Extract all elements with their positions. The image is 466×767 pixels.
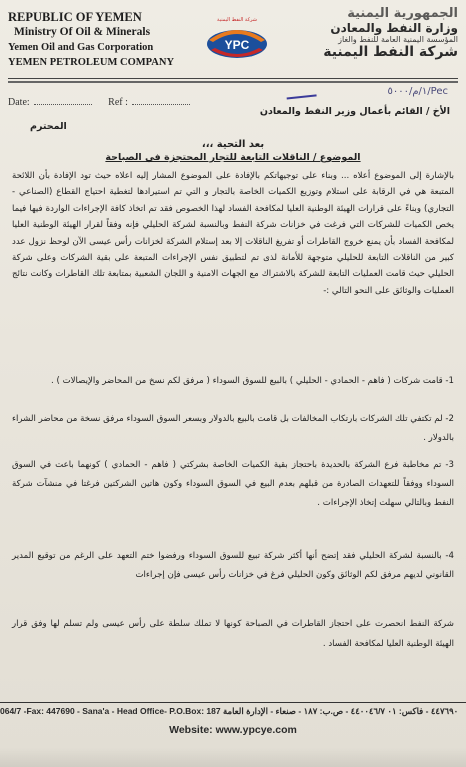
handwritten-reference: Pec/١/م/٥٠٠٠ — [387, 86, 448, 97]
ref-label: Ref : — [108, 97, 128, 108]
corporation-name: Yemen Oil and Gas Corporation — [8, 42, 154, 53]
footer-website: Website: www.ypcye.com — [169, 724, 297, 736]
arabic-corporation: المؤسسة اليمنية العامة للنفط والغاز — [338, 35, 458, 44]
ministry-name: Ministry Of Oil & Minerals — [14, 26, 151, 38]
english-letterhead — [8, 10, 198, 70]
ypc-logo — [199, 14, 275, 68]
closing-paragraph: شركة النفط انحصرت على احتجاز القاطرات في الصباحة كونها لا تملك سلطة على رأس عيسى ولم تسلم لها وفق قرار الهيئة الوطنية العليا لمكافحة الفساد . — [12, 619, 454, 649]
arabic-letterhead — [278, 6, 458, 60]
body-paragraph: بالإشارة إلى الموضوع أعلاه ... وبناء على توجيهاتكم بالإفادة على الموضوع المشار إليه اعلاه حيث تود الإفادة بأن اللائحة المتبعة هي في الرقابة على استلام وتوزيع الكميات الخاصة بالتجار و التي تم استيرادها لتغطية احتياج القطاع (الصناعي - التجاري) وبناءً على قرارات الهيئة الوطنية العليا لمكافحة الفساد لهذا الخصوص فقد تم اتخاذ كافة الإجراءات الواردة فيها فيما يخص الكميات للشركات التي فرغت في خزانات شركة النفط وبالنسبة لشركة الحليلي فإنه وفقاً لقرار الهيئة الوطنية العليا لمكافحة الفساد بأن يمنع خروج القاطرات أو تفريغ الناقلات إلا بعد إستلام الشركة لخزانات رأس عيسى الآن لوحظ نزول عدد كبير من الناقلات التابعة للحليلي متوجهة للأمانة لذى تم لتطبيق نفس الإجراءات المتبعة على بقية الشركات وعلى شركة الحليلي حيث قامت العمليات التابعة للشركة بالاشتراك مع الجهات الامنية و اللجان الشعبية بمتابعة تلك القاطرات وكانت نتائج العمليات والوثائق على النحو التالي :- — [12, 171, 454, 296]
logo-text: YPC — [224, 38, 250, 52]
page-shadow — [0, 747, 466, 767]
list-item-3: 3- تم مخاطبة فرع الشركة بالحديدة باحتجاز بقية الكميات الخاصة بشركتي ( فاهم - الحمادي ) كونهما باعت في السوق السوداء ووفقاً للتعهدات الصادرة من قبلهم بعدم البيع في السوق السوداء وكون هاتين الشركتين فرغتا في منشآت شركة النفط وبالتالي سهلت إتخاذ الإجراءات . — [12, 460, 454, 508]
footer-divider — [0, 702, 466, 703]
arabic-company: شركة النفط اليمنية — [323, 44, 458, 60]
ink-mark — [285, 82, 316, 99]
header-divider — [8, 78, 458, 79]
addressee: الأخ / القائم بأعمال وزير النفط والمعادن — [259, 106, 450, 117]
date-ref-row — [8, 97, 194, 108]
list-item-1: 1- قامت شركات ( فاهم - الحمادي - الحليلي ) بالبيع للسوق السوداء ( مرفق لكم نسخ من المحاضر والإيصالات ) . — [51, 376, 454, 386]
greeting: بعد التحية ،،، — [201, 139, 265, 150]
respect-title: المحترم — [30, 121, 67, 132]
subject-line: الموضوع / الناقلات التابعة للتجار المحتجزة في الصباحة — [105, 152, 361, 163]
ref-line — [132, 104, 190, 105]
date-line — [34, 104, 92, 105]
company-name: YEMEN PETROLEUM COMPANY — [8, 57, 175, 68]
date-label: Date: — [8, 97, 30, 108]
country-name: REPUBLIC OF YEMEN — [8, 10, 142, 24]
footer-contact: 064/7 -Fax: 447690 - Sana'a - Head Office- P.O.Box: 187 ٤٤٧٦٩٠ - فاكس: ٠١ ٤٤٠٠٤٦/٧ - ص.ب: ١٨٧ - صنعاء - الإدارة العامة — [0, 706, 459, 716]
arabic-ministry: وزارة النفط والمعادن — [330, 21, 458, 35]
arabic-country: الجمهورية اليمنية — [347, 6, 458, 21]
svg-text:شركة النفط اليمنية: شركة النفط اليمنية — [217, 17, 257, 23]
header-divider-thick — [8, 81, 458, 83]
list-item-2: 2- لم تكتفي تلك الشركات بارتكاب المخالفات بل قامت بالبيع بالدولار وبسعر السوق السوداء مرفق نسخة من محاضر الشراء بالدولار . — [12, 414, 454, 443]
list-item-4: 4- بالنسبة لشركة الحليلي فقد إتضح أنها أكثر شركة تبيع للسوق السوداء ورفضوا ختم التعهد على الرغم من توقيع المدير القانوني لديهم مرفق لكم الوثائق وكون الحليلي فرغ في خزانات رأس عيسى فإن إجراءات — [12, 551, 454, 580]
